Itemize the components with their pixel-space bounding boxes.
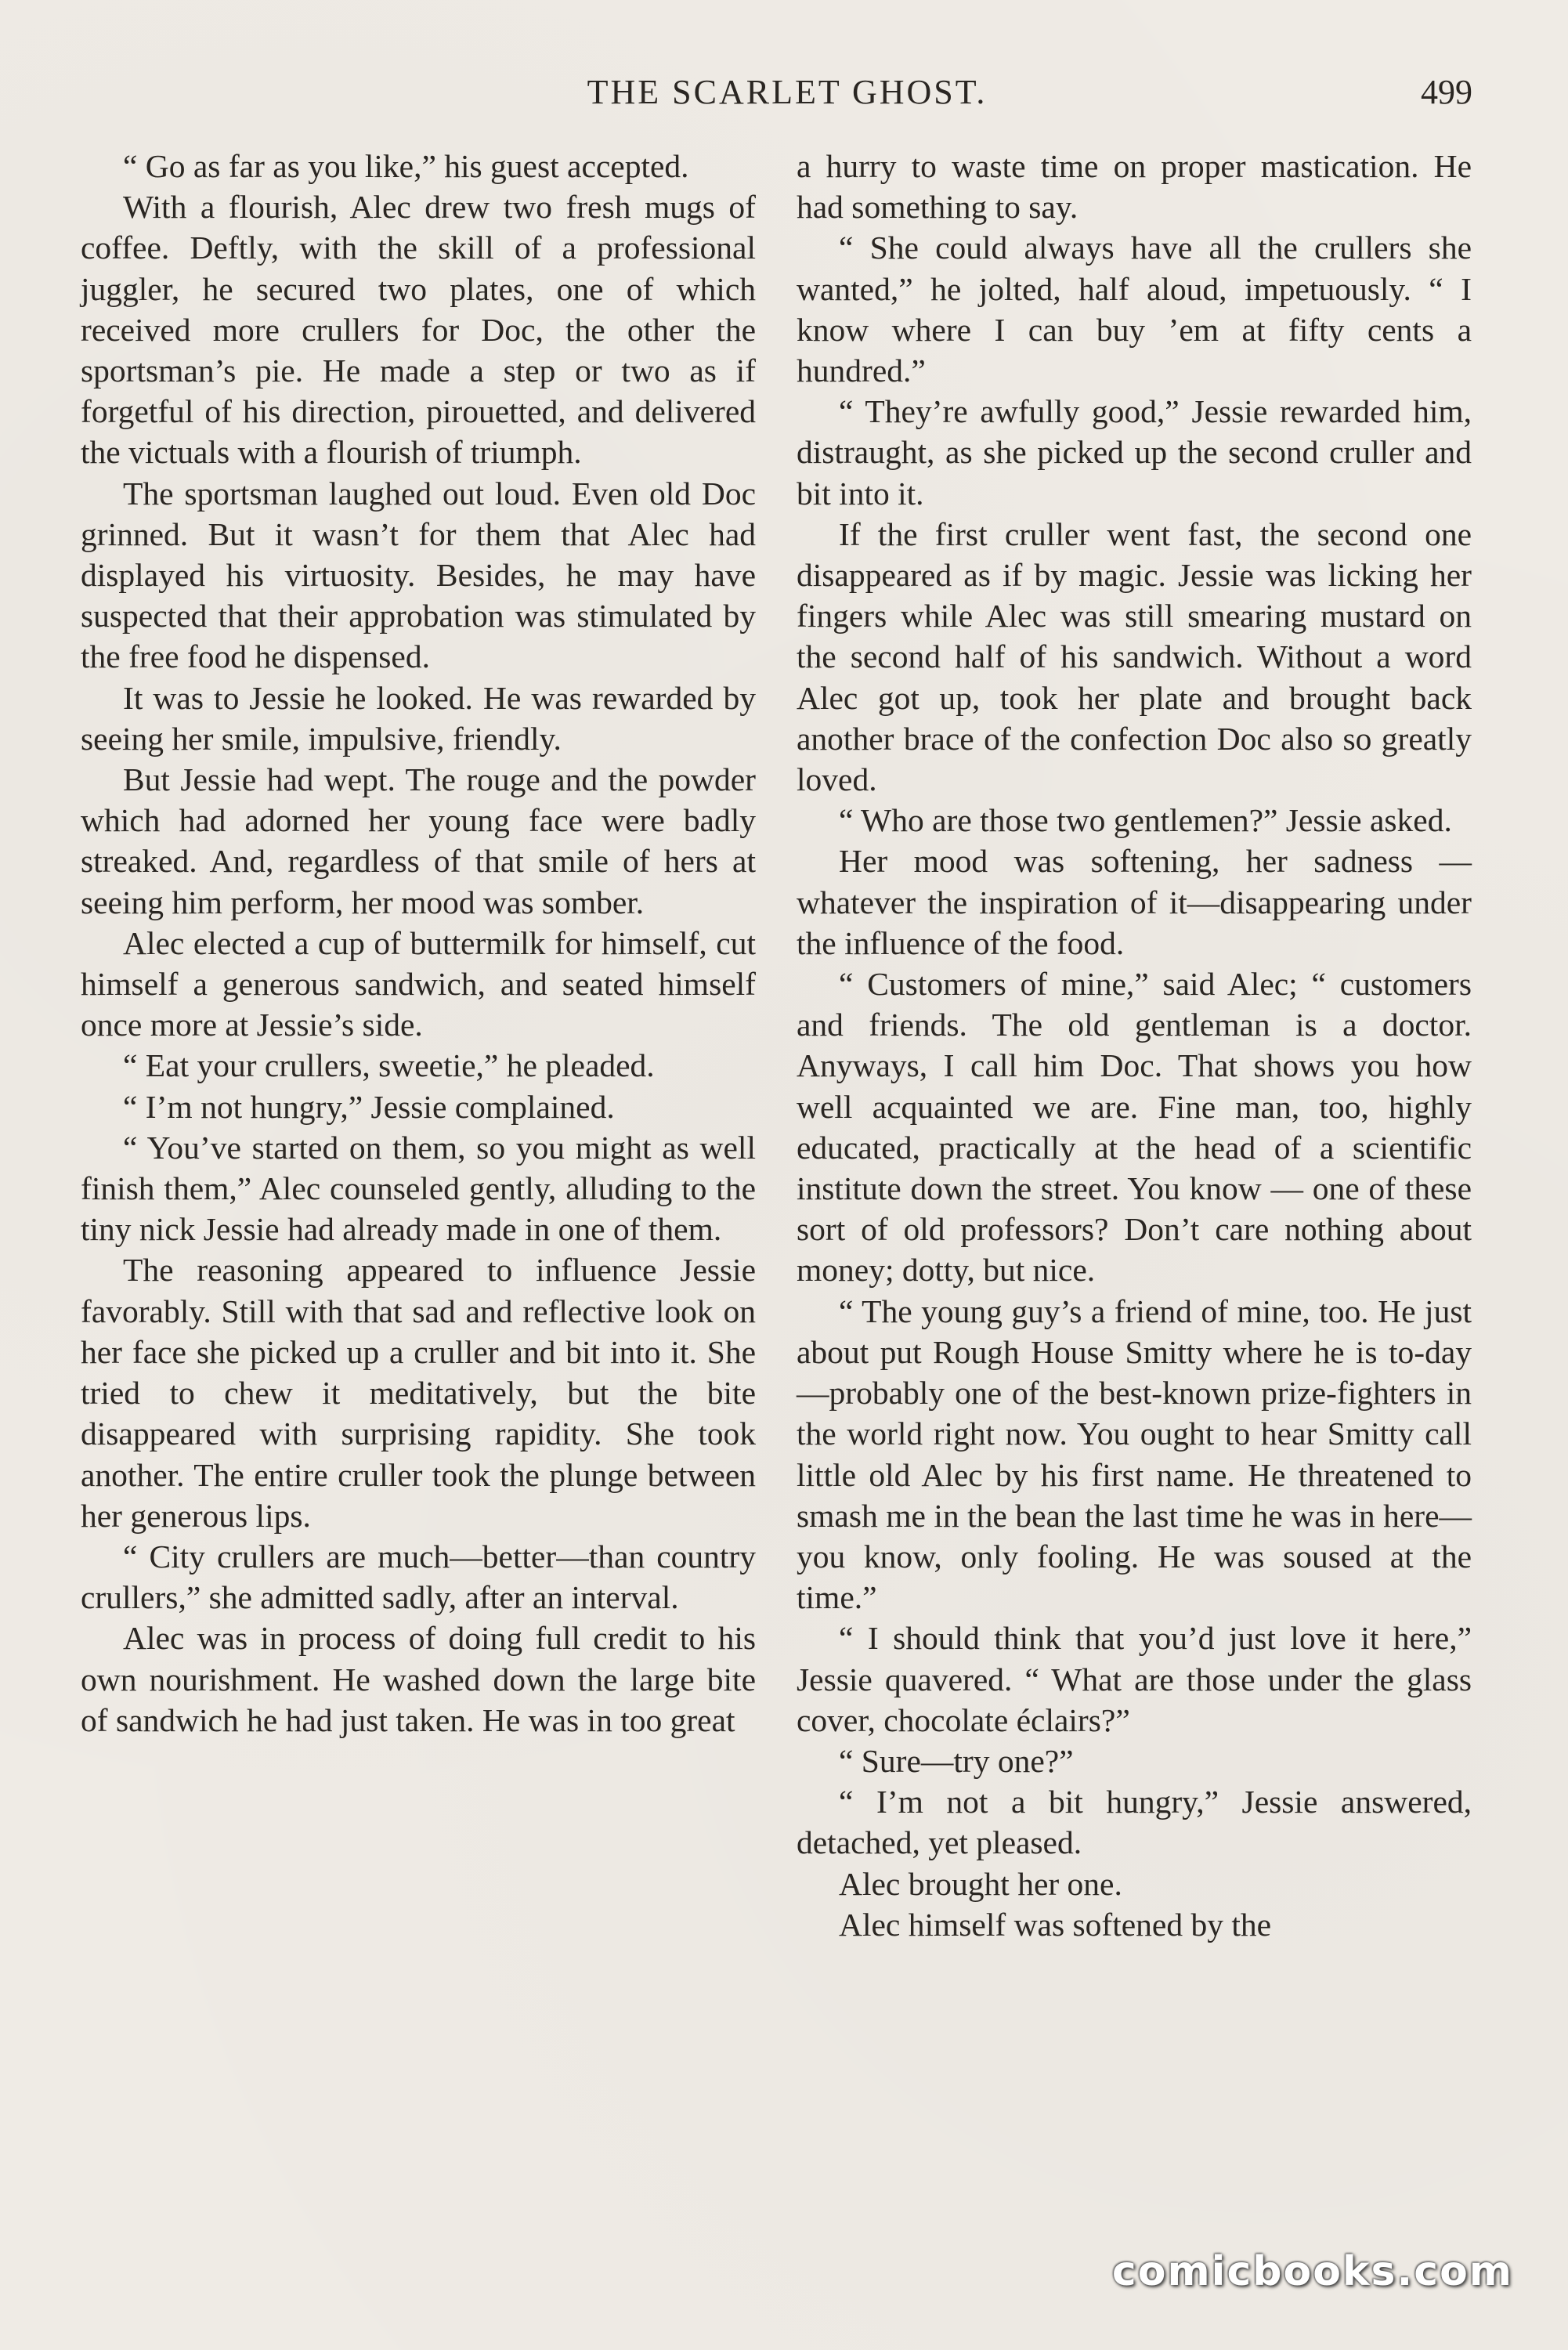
paragraph: But Jessie had wept. The rouge and the powder which had adorned her young face were badly streaked. And, regardless of that smile of hers at seeing him perform, her mood was somber.	[81, 761, 756, 920]
paragraph: Alec was in process of doing full credit to his own nourishment. He washed down the large bite of sandwich he had just taken. He was in too great	[81, 1620, 756, 1738]
paragraph: “ They’re awfully good,” Jessie rewarded him, distraught, as she picked up the second cruller and bit into it.	[797, 393, 1472, 512]
page-number: 499	[1421, 73, 1472, 111]
right-column	[797, 146, 1472, 1945]
paragraph: Alec himself was softened by the	[839, 1906, 1272, 1943]
running-head	[102, 72, 1472, 127]
paragraph: “ Who are those two gentlemen?” Jessie asked.	[839, 802, 1452, 839]
paragraph: The reasoning appeared to influence Jessie favorably. Still with that sad and reflective look on her face she picked up a cruller and bit into it. She tried to chew it meditatively, but the bite disappeared with surprising rapidity. She took another. The entire cruller took the plunge between her generous lips.	[81, 1252, 756, 1534]
paragraph: “ Go as far as you like,” his guest accepted.	[123, 148, 689, 184]
left-column	[81, 146, 756, 1741]
paragraph: With a flourish, Alec drew two fresh mugs of coffee. Deftly, with the skill of a professional juggler, he secured two plates, one of which received more crullers for Doc, the other the sportsman’s pie. He made a step or two as if forgetful of his direction, pirouetted, and delivered the victuals with a flourish of triumph.	[81, 189, 756, 471]
paragraph: The sportsman laughed out loud. Even old Doc grinned. But it wasn’t for them that Alec had displayed his virtuosity. Besides, he may have suspected that their approbation was stimulated by the free food he dispensed.	[81, 475, 756, 675]
running-title: THE SCARLET GHOST.	[587, 73, 988, 111]
paragraph: “ Eat your crullers, sweetie,” he pleaded.	[123, 1047, 655, 1084]
paragraph: “ Customers of mine,” said Alec; “ customers and friends. The old gentleman is a doctor. Anyways, I call him Doc. That shows you how well acquainted we are. Fine man, too, highly educated, practically at the head of a scientific institute down the street. You know — one of these sort of old professors? Don’t care nothing about money; dotty, but nice.	[797, 966, 1472, 1289]
paragraph: “ You’ve started on them, so you might as well finish them,” Alec counseled gently, alluding to the tiny nick Jessie had already made in one of them.	[81, 1129, 756, 1248]
paragraph: Alec brought her one.	[839, 1865, 1122, 1902]
paragraph: a hurry to waste time on proper mastication. He had something to say.	[797, 148, 1472, 226]
paragraph: “ City crullers are much—better—than country crullers,” she admitted sadly, after an interval.	[81, 1538, 756, 1616]
paragraph: “ She could always have all the crullers she wanted,” he jolted, half aloud, impetuously. “ I know where I can buy ’em at fifty cents a hundred.”	[797, 230, 1472, 389]
paragraph: “ I’m not a bit hungry,” Jessie answered, detached, yet pleased.	[797, 1784, 1472, 1861]
paragraph: “ The young guy’s a friend of mine, too. He just about put Rough House Smitty where he is to-day—probably one of the best-known prize-fighters in the world right now. You ought to hear Smitty call little old Alec by his first name. He threatened to smash me in the bean the last time he was in here— you know, only fooling. He was soused at the time.”	[797, 1292, 1472, 1616]
paragraph: “ I’m not hungry,” Jessie complained.	[123, 1088, 615, 1125]
paragraph: Her mood was softening, her sadness —whatever the inspiration of it—disappearing under the influence of the food.	[797, 843, 1472, 961]
paragraph: “ Sure—try one?”	[839, 1742, 1074, 1779]
paragraph: It was to Jessie he looked. He was rewarded by seeing her smile, impulsive, friendly.	[81, 679, 756, 757]
paragraph: If the first cruller went fast, the second one disappeared as if by magic. Jessie was licking her fingers while Alec was still smearing mustard on the second half of his sandwich. Without a word Alec got up, took her plate and brought back another brace of the confection Doc also so greatly loved.	[797, 515, 1472, 798]
paragraph: “ I should think that you’d just love it here,” Jessie quavered. “ What are those under the glass cover, chocolate éclairs?”	[797, 1620, 1472, 1738]
paragraph: Alec elected a cup of buttermilk for himself, cut himself a generous sandwich, and seated himself once more at Jessie’s side.	[81, 924, 756, 1043]
watermark-logo: comicbooks.com	[1111, 2248, 1513, 2295]
